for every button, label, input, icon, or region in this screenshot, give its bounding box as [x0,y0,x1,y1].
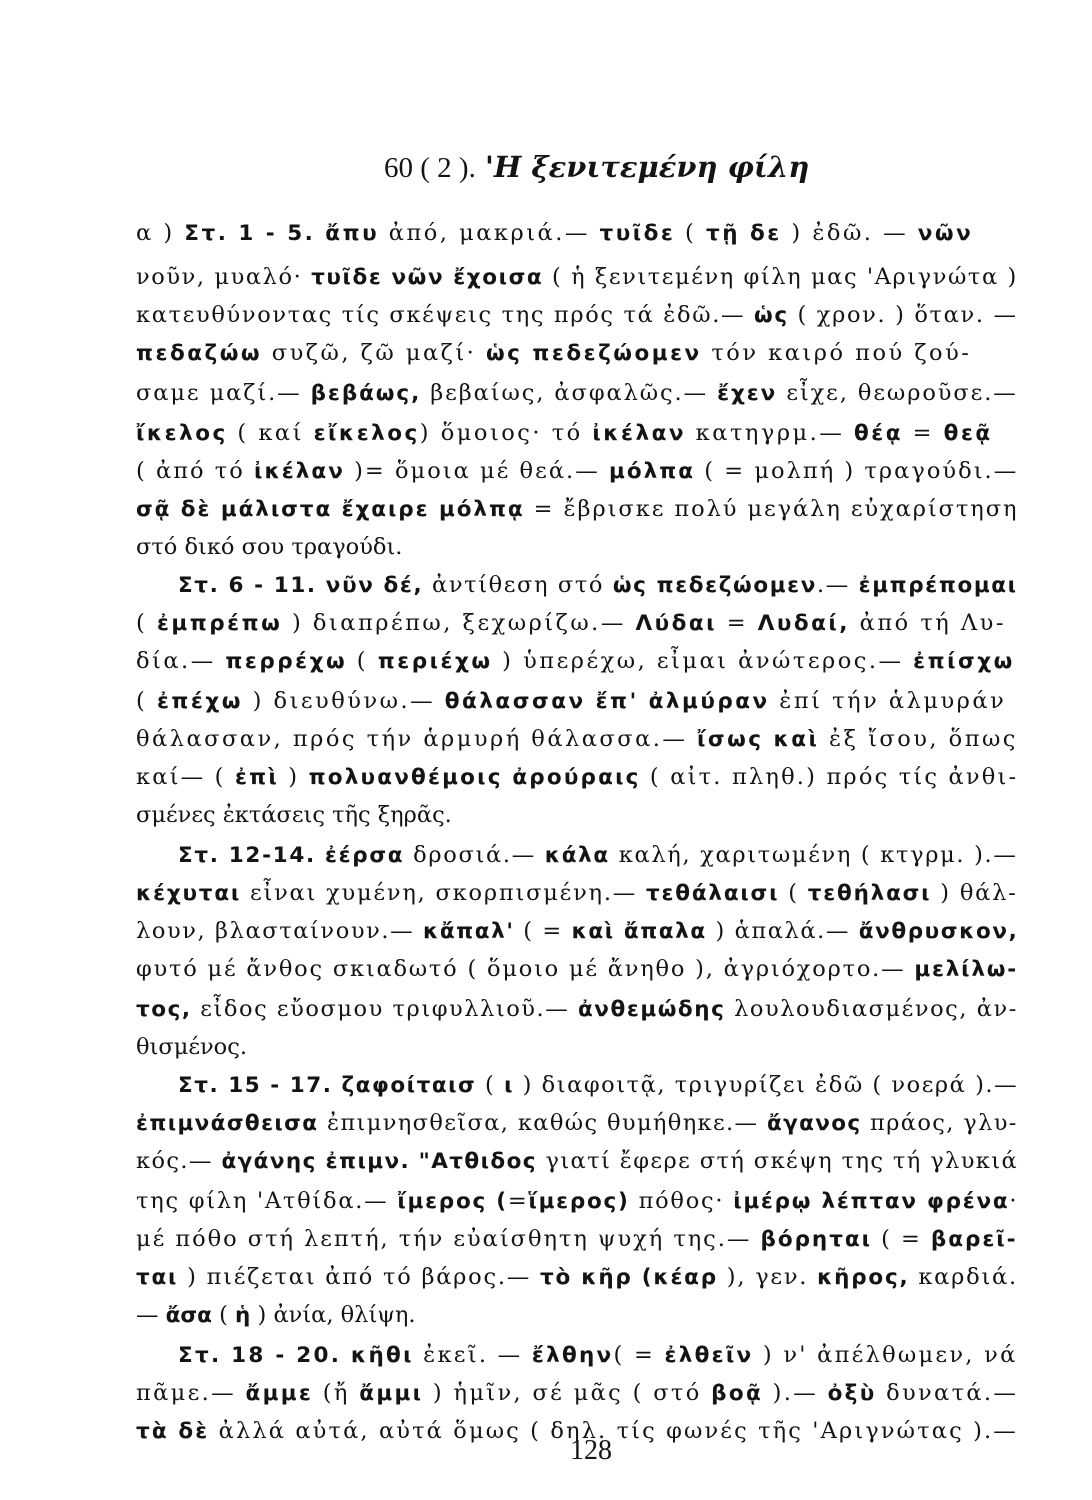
text-line [136,1032,247,1062]
lemma-text: βόρηται [760,1227,872,1252]
gloss-text: μέ πόθο στή λεπτή, τήν εὐαίσθητη ψυχή της.— [136,1226,761,1252]
lemma-text: κάλα [544,843,610,868]
text-line [136,646,1015,677]
gloss-text: ( [779,880,808,906]
text-line [136,218,973,249]
lemma-text: ἵμερος) [528,1189,630,1214]
gloss-text: ( [136,610,157,636]
text-line [136,916,1018,947]
gloss-text: τόν καιρό πού ζού- [701,340,972,366]
gloss-text: ) ὑπερέχω, εἶμαι ἀνώτερος.— [492,648,914,674]
lemma-text: ἰκέλαν [254,459,345,484]
text-line [136,724,1018,755]
gloss-text: ( ἡ ξενιτεμένη φίλη μας 'Αριγνώτα ) [543,264,1018,290]
gloss-text: γιατί ἔφερε στή σκέψη της τή γλυκιά [536,1148,1019,1174]
text-line [136,878,1018,909]
gloss-text: καί— ( [136,764,235,790]
gloss-text: = ἔβρισκε πολύ μεγάλη εὐχαρίστηση [524,496,1019,522]
lemma-text: ἔλθην [531,1343,614,1368]
lemma-text: ὀξὺ [827,1381,877,1406]
text-line [136,494,1018,525]
lemma-text: θάλασσαν ἔπ' ἀλμύραν [444,689,770,714]
gloss-text: ( ἀπό τό [136,458,255,484]
gloss-text: α ) [136,220,185,246]
text-line [136,532,402,562]
gloss-text: ( [347,648,378,674]
text-line [136,1300,416,1331]
text-line [136,994,1018,1025]
gloss-text: ) ἀνία, θλίψη. [250,1302,416,1328]
gloss-text: ἐπί τήν ἁλμυράν [769,688,1007,714]
gloss-text: ) διαφοιτᾷ, τριγυρίζει ἐδῶ ( νοερά ).— [513,1072,1019,1098]
text-line [136,456,1018,487]
text-line [136,1186,1018,1217]
lemma-text: ὡς πεδεζώομεν [485,341,702,366]
gloss-text: καλή, χαριτωμένη ( κτγρμ. ).— [609,842,1018,868]
gloss-text: δία.— [136,648,226,674]
text-line [136,1378,1018,1409]
gloss-text: λουν, βλασταίνουν.— [136,918,423,944]
section-number: 60 ( 2 ). [384,152,476,184]
gloss-text: ( [476,1072,505,1098]
lemma-text: Στ. 18 - 20. κῆθι [178,1343,414,1368]
lemma-text: ἰκέλαν [592,421,687,446]
gloss-text: θισμένος. [136,1034,247,1060]
gloss-text: ) διευθύνω.— [242,688,445,714]
text-line [136,1224,1018,1255]
gloss-text: .— [816,572,859,598]
lemma-text: μελίλω- [914,957,1018,982]
lemma-text: πολυανθέμοις ἀρούραις [308,765,641,790]
lemma-text: ἀνθεμώδης [577,997,726,1022]
lemma-text: περιέχω [377,649,493,674]
lemma-text: καὶ ἄπαλα [571,919,707,944]
text-line [136,418,993,449]
gloss-text: ἀπό τή Λυ- [849,610,1006,636]
lemma-text: εἴκελος [313,421,420,446]
text-line [136,608,1006,639]
lemma-text: ἄνθρυσκον, [858,919,1019,944]
lemma-text: Στ. 15 - 17. ζαφοίταισ [178,1073,477,1098]
lemma-text: ἄγανος [766,1111,862,1136]
gloss-text: συζῶ, ζῶ μαζί· [262,340,486,366]
gloss-text: = [903,420,944,446]
lemma-text: ἐλθεῖν [664,1343,754,1368]
gloss-text: σαμε μαζί.— [136,380,311,406]
lemma-text: κῆρος, [817,1265,910,1290]
gloss-text: στό δικό σου τραγούδι. [136,534,403,560]
gloss-text: ) ἁπαλά.— [706,918,859,944]
gloss-text: λουλουδιασμένος, ἀν- [725,996,1018,1022]
gloss-text: — [136,1302,166,1328]
gloss-text: ἀντίθεση στό [423,572,613,598]
text-line [178,570,1018,601]
text-line [178,1070,1018,1101]
gloss-text: ) [278,764,309,790]
gloss-text: ) ν' ἀπέλθωμεν, νά [753,1342,1018,1368]
gloss-text: (ἤ [313,1380,360,1406]
lemma-text: κέχυται [136,881,242,906]
gloss-text: νοῦν, μυαλό· [136,264,312,290]
lemma-text: "Ατθιδος [418,1149,537,1174]
lemma-text: τεθήλασι [807,881,932,906]
gloss-text: ) θάλ- [931,880,1018,906]
gloss-text: ( αἰτ. πληθ.) πρός τίς ἀνθι- [640,764,1019,790]
gloss-text: εἶχε, θεωροῦσε.— [777,380,1018,406]
lemma-text: ὡς πεδεζώομεν [612,573,817,598]
gloss-text: της φίλη 'Ατθίδα.— [136,1188,398,1214]
gloss-text: ( = μολπή ) τραγούδι.— [695,458,1019,484]
gloss-text: ( = [514,918,572,944]
lemma-text: βοᾷ [711,1381,764,1406]
lemma-text: ται [136,1265,179,1290]
section-heading: 'Η ξενιτεμένη φίλη [485,150,810,184]
lemma-text: ἐπιμνάσθεισα [136,1111,319,1136]
lemma-text: ἔχεν [717,381,778,406]
lemma-text: Στ. 1 - 5. ἄπυ [184,221,380,246]
lemma-text: ἄμμε [245,1381,314,1406]
text-line [178,840,1018,871]
gloss-text: θάλασσαν, πρός τήν ἁρμυρή θάλασσα.— [136,726,698,752]
gloss-text: ( = [613,1342,665,1368]
lemma-text: ἰμέρῳ λέπταν φρένα [733,1189,1010,1214]
lemma-text: ἐμπρέπομαι [858,573,1018,598]
section-title [384,150,809,185]
lemma-text: κἄπαλ' [422,919,515,944]
gloss-text: · [1009,1188,1019,1214]
lemma-text: περρέχω [225,649,348,674]
lemma-text: θεᾷ [943,421,993,446]
gloss-text [410,1148,419,1174]
lemma-text: ἴκελος [136,421,228,446]
lemma-text: Στ. 12-14. ἐέρσα [178,843,405,868]
text-line [136,262,1018,293]
lemma-text: ἐπέχω [156,689,243,714]
lemma-text: τῇ δε [705,221,782,246]
text-line [136,800,452,830]
text-line [136,1146,1018,1177]
lemma-text: ἄμμι [359,1381,424,1406]
lemma-text: μόλπα [608,459,696,484]
gloss-text: ἀπό, μακριά.— [379,220,600,246]
text-line [136,300,1018,331]
gloss-text: ἐκεῖ. — [413,1342,532,1368]
gloss-text: ( [136,688,157,714]
lemma-text: θέᾳ [853,421,903,446]
lemma-text: ὡς [753,303,789,328]
lemma-text: ἐπὶ [235,765,279,790]
lemma-text: τὰ δὲ [136,1419,210,1444]
text-line [136,762,1018,793]
lemma-text: βαρεῖ- [930,1227,1018,1252]
gloss-text: εἶναι χυμένη, σκορπισμένη.— [241,880,647,906]
gloss-text: ) διαπρέπω, ξεχωρίζω.— [282,610,636,636]
gloss-text: δροσιά.— [404,842,545,868]
text-line [178,1340,1018,1371]
lemma-text: Λυδαί, [757,611,850,636]
gloss-text: ( = [871,1226,931,1252]
lemma-text: τεθάλαισι [646,881,780,906]
lemma-text: ἀγάνης ἐπιμν. [221,1149,411,1174]
lemma-text: τὸ κῆρ (κέαρ [539,1265,718,1290]
gloss-text: κατηγρμ.— [686,420,854,446]
gloss-text: βεβαίως, ἀσφαλῶς.— [421,380,718,406]
lemma-text: τυῖδε νῶν ἔχοισα [311,265,544,290]
gloss-text: ), γεν. [717,1264,818,1290]
gloss-text: ἐξ ἴσου, ὅπως [819,726,1018,752]
lemma-text: σᾷ δὲ μάλιστα ἔχαιρε μόλπᾳ [136,497,525,522]
text-line [136,1108,1018,1139]
lemma-text: ἡ [235,1303,251,1328]
gloss-text: ) ἡμῖν, σέ μᾶς ( στό [423,1380,712,1406]
gloss-text: ( [211,1302,236,1328]
gloss-text: ἐπιμνησθεῖσα, καθώς θυμήθηκε.— [318,1110,767,1136]
lemma-text: ἴσως καὶ [697,727,820,752]
gloss-text: πόθος· [629,1188,734,1214]
lemma-text: Λύδαι [635,611,718,636]
gloss-text: εἶδος εὔοσμου τριφυλλιοῦ.— [191,996,578,1022]
gloss-text: ) ἐδῶ. — [781,220,918,246]
gloss-text: ( χρον. ) ὅταν. — [788,302,1018,328]
gloss-text: κατευθύνοντας τίς σκέψεις της πρός τά ἐδῶ.— [136,302,754,328]
gloss-text: ) ὅμοιος· τό [419,420,593,446]
gloss-text: ) πιέζεται ἀπό τό βάρος.— [178,1264,540,1290]
gloss-text: κός.— [136,1148,222,1174]
gloss-text: ).— [763,1380,828,1406]
lemma-text: Στ. 6 - 11. νῦν δέ, [178,573,424,598]
gloss-text: δυνατά.— [876,1380,1019,1406]
gloss-text: )= ὅμοια μέ θεά.— [344,458,609,484]
gloss-text: ( [675,220,706,246]
lemma-text: νῶν [917,221,974,246]
lemma-text: πεδαζώω [136,341,263,366]
lemma-text: τυῖδε [599,221,676,246]
lemma-text: ι [504,1073,514,1098]
text-line [136,954,1018,985]
lemma-text: ἴμερος ( [397,1189,508,1214]
lemma-text: βεβάως, [310,381,422,406]
page-number: 128 [570,1435,612,1466]
text-line [136,338,971,369]
text-line [136,686,1006,717]
lemma-text: ἐπίσχω [913,649,1015,674]
gloss-text: σμένες ἐκτάσεις τῆς ξηρᾶς. [136,802,452,828]
gloss-text: πᾶμε.— [136,1380,246,1406]
lemma-text: τος, [136,997,192,1022]
gloss-text: = [717,610,758,636]
text-line [136,378,1018,409]
gloss-text: καρδιά. [909,1264,1018,1290]
gloss-text: ( καί [227,420,314,446]
gloss-text: φυτό μέ ἄνθος σκιαδωτό ( ὅμοιο μέ ἄνηθο ), ἀγριόχορτο.— [136,956,915,982]
gloss-text: πράος, γλυ- [861,1110,1018,1136]
lemma-text: ἄσα [165,1303,212,1328]
lemma-text: ἐμπρέπω [156,611,283,636]
gloss-text: ἀλλά αὐτά, αὐτά ὅμως ( δηλ. τίς φωνές τῆς 'Αριγνώτας ).— [209,1418,1018,1444]
gloss-text: = [507,1188,529,1214]
text-line [136,1262,1018,1293]
